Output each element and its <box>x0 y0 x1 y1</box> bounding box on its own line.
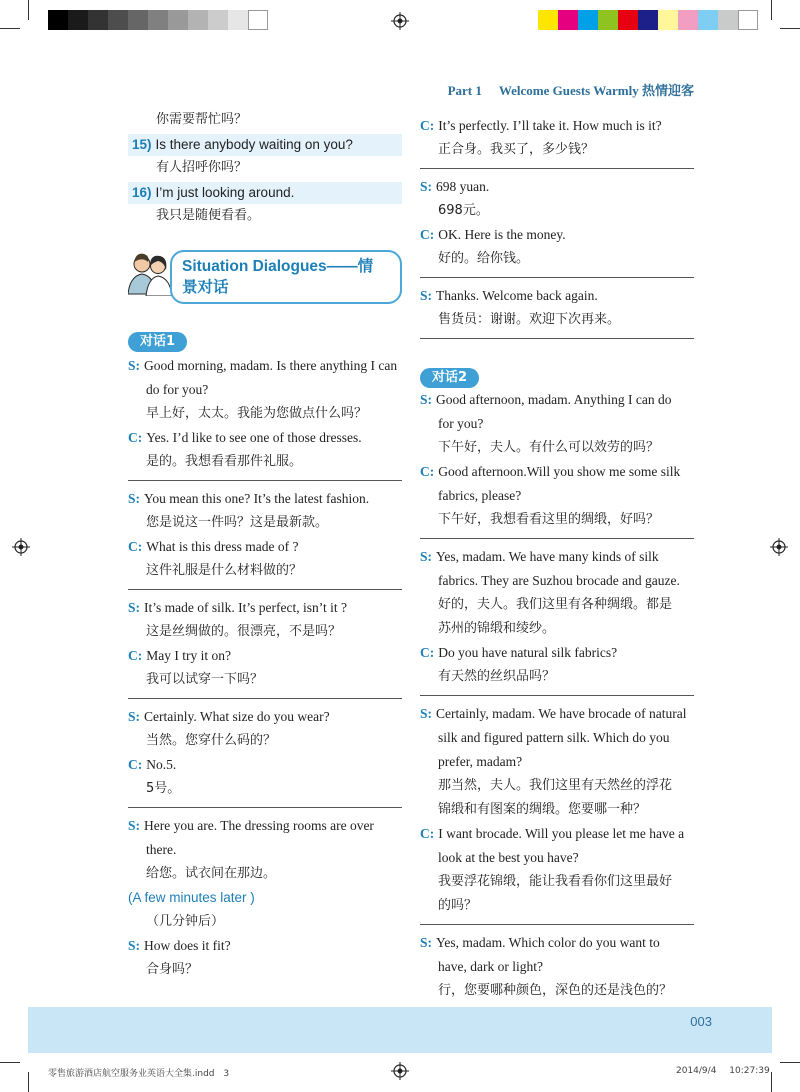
dialogue-en: 698 yuan. <box>436 179 490 194</box>
speaker-label: C: <box>420 826 435 841</box>
dialogue-en: fabrics, please? <box>438 488 522 503</box>
dialogue-en: prefer, madam? <box>438 754 523 769</box>
dialogue-zh: 下午好，夫人。有什么可以效劳的吗？ <box>438 440 660 455</box>
dialogue-zh: 我可以试穿一下吗？ <box>146 672 264 687</box>
dialogue-line <box>128 535 402 559</box>
dialogue-en: I want brocade. Will you please let me have a <box>438 826 685 841</box>
dialogue-en: Thanks. Welcome back again. <box>436 288 598 303</box>
registration-mark-icon <box>391 1062 409 1080</box>
dialogue-zh: 这是丝绸做的。很漂亮，不是吗？ <box>146 624 342 639</box>
speaker-label: S: <box>128 709 141 724</box>
phrase-en: I’m just looking around. <box>155 185 295 200</box>
dialogue-en: Good morning, madam. Is there anything I can <box>144 358 398 373</box>
dialogue-en: How does it fit? <box>144 938 231 953</box>
dialogue-en: It’s made of silk. It’s perfect, isn’t it ? <box>144 600 347 615</box>
dialogue-1-column <box>128 332 402 982</box>
dialogue-en: fabrics. They are Suzhou brocade and gauze. <box>438 573 680 588</box>
divider <box>420 277 694 278</box>
dialogue-line <box>420 931 694 955</box>
speaker-label: S: <box>128 818 141 833</box>
dialogue-zh: 那当然，夫人。我们这里有天然丝的浮花 <box>438 778 673 793</box>
dialogue-en: Do you have natural silk fabrics? <box>438 645 618 660</box>
crop-mark <box>780 28 800 29</box>
dialogue-en: Yes, madam. Which color do you want to <box>436 935 660 950</box>
dialogue-line <box>128 934 402 958</box>
dialogue-en: Certainly. What size do you wear? <box>144 709 330 724</box>
dialogue-line <box>420 822 694 846</box>
dialogue-zh: 当然。您穿什么码的？ <box>146 733 277 748</box>
dialogue-line <box>420 388 694 412</box>
divider <box>420 168 694 169</box>
dialogue-zh: 我要浮花锦缎，能让我看看你们这里最好 <box>438 874 673 889</box>
dialogue-line <box>420 114 694 138</box>
dialogue-line <box>128 753 402 777</box>
dialogue-line <box>420 284 694 308</box>
speaker-label: S: <box>128 358 141 373</box>
dialogue-line <box>128 596 402 620</box>
dialogue-en: OK. Here is the money. <box>438 227 566 242</box>
phrase-zh: 有人招呼你吗？ <box>156 160 248 175</box>
dialogue-2-column <box>420 368 694 1003</box>
dialogue-line <box>420 545 694 569</box>
speaker-label: C: <box>420 645 435 660</box>
dialogue-en: You mean this one? It’s the latest fashion. <box>144 491 370 506</box>
dialogue-zh: 698元。 <box>438 203 489 218</box>
left-column <box>128 108 402 228</box>
dialogue-en: Certainly, madam. We have brocade of natural <box>436 706 687 721</box>
registration-mark-icon <box>12 538 30 556</box>
dialogue-zh: 好的，夫人。我们这里有各种绸缎。都是 <box>438 597 673 612</box>
dialogue-zh: 下午好，我想看看这里的绸缎，好吗？ <box>438 512 660 527</box>
dialogue-zh: 行，您要哪种颜色，深色的还是浅色的？ <box>438 983 673 998</box>
divider <box>128 807 402 808</box>
crop-mark <box>0 28 20 29</box>
dialogue-zh: 这件礼服是什么材料做的？ <box>146 563 303 578</box>
divider <box>420 924 694 925</box>
dialogue-label: 对话2 <box>420 368 479 388</box>
speaker-label: S: <box>128 600 141 615</box>
crop-mark <box>0 1062 20 1063</box>
registration-mark-icon <box>391 12 409 30</box>
dialogue-en: have, dark or light? <box>438 959 543 974</box>
dialogue-zh: 苏州的锦缎和绫纱。 <box>438 621 556 636</box>
dialogue-line <box>128 354 402 378</box>
speaker-label: C: <box>128 757 143 772</box>
speaker-label: C: <box>420 227 435 242</box>
phrase-item <box>128 134 402 156</box>
dialogue-en: there. <box>146 842 177 857</box>
dialogue-en: Here you are. The dressing rooms are over <box>144 818 374 833</box>
speaker-label: S: <box>420 288 433 303</box>
dialogue-line <box>128 644 402 668</box>
dialogue-zh: 的吗？ <box>438 898 478 913</box>
speaker-label: C: <box>128 648 143 663</box>
stage-direction: (A few minutes later ) <box>128 890 255 905</box>
dialogue-zh: 正合身。我买了，多少钱？ <box>438 142 595 157</box>
slug-date: 2014/9/4 <box>676 1066 717 1076</box>
speaker-label: C: <box>420 464 435 479</box>
dialogue-zh: 合身吗？ <box>146 962 199 977</box>
divider <box>128 698 402 699</box>
section-title-box <box>170 250 402 304</box>
dialogue-line <box>128 487 402 511</box>
dialogue-line <box>128 814 402 838</box>
dialogue-en: May I try it on? <box>146 648 231 663</box>
speaker-label: C: <box>128 430 143 445</box>
dialogue-line <box>420 460 694 484</box>
crop-mark <box>780 1062 800 1063</box>
dialogue-line <box>420 641 694 665</box>
people-icon <box>128 250 172 296</box>
dialogue-zh: 是的。我想看看那件礼服。 <box>146 454 303 469</box>
dialogue-line <box>420 223 694 247</box>
phrase-en: Is there anybody waiting on you? <box>155 137 353 152</box>
divider <box>128 589 402 590</box>
dialogue-en: Yes, madam. We have many kinds of silk <box>436 549 659 564</box>
chapter-title-en: Welcome Guests Warmly <box>498 83 639 98</box>
dialogue-label: 对话1 <box>128 332 187 352</box>
print-slug-date <box>676 1066 770 1076</box>
running-head <box>448 80 694 99</box>
crop-mark <box>28 0 29 20</box>
divider <box>128 480 402 481</box>
phrase-number: 16) <box>132 185 152 200</box>
right-column <box>420 114 694 345</box>
speaker-label: S: <box>420 392 433 407</box>
dialogue-zh: 您是说这一件吗？这是最新款。 <box>146 515 329 530</box>
dialogue-en: look at the best you have? <box>438 850 579 865</box>
dialogue-en: for you? <box>438 416 484 431</box>
phrase-zh: 你需要帮忙吗？ <box>156 112 248 127</box>
dialogue-line <box>128 426 402 450</box>
speaker-label: S: <box>420 549 433 564</box>
crop-mark <box>28 1072 29 1092</box>
slug-time: 10:27:39 <box>729 1066 770 1076</box>
phrase-item <box>128 182 402 204</box>
speaker-label: S: <box>420 179 433 194</box>
slug-page: 3 <box>223 1069 230 1079</box>
speaker-label: C: <box>420 118 435 133</box>
speaker-label: S: <box>128 938 141 953</box>
speaker-label: C: <box>128 539 143 554</box>
dialogue-zh: 给您。试衣间在那边。 <box>146 866 277 881</box>
section-title <box>182 256 394 298</box>
speaker-label: S: <box>420 935 433 950</box>
phrase-zh: 我只是随便看看。 <box>156 208 261 223</box>
slug-file: 零售旅游酒店航空服务业英语大全集.indd <box>48 1069 215 1079</box>
part-label: Part 1 <box>447 83 482 98</box>
dialogue-zh: 售货员：谢谢。欢迎下次再来。 <box>438 312 621 327</box>
dialogue-en: do for you? <box>146 382 209 397</box>
dialogue-line <box>420 702 694 726</box>
dialogue-en: Good afternoon.Will you show me some silk <box>438 464 681 479</box>
divider <box>420 338 694 339</box>
speaker-label: S: <box>128 491 141 506</box>
dialogue-en: No.5. <box>146 757 177 772</box>
stage-direction-zh: （几分钟后） <box>146 914 225 929</box>
registration-mark-icon <box>770 538 788 556</box>
grayscale-calibration-bar <box>48 10 268 30</box>
footer-band <box>28 1007 772 1053</box>
color-calibration-bar <box>538 10 758 30</box>
dialogue-zh: 5号。 <box>146 781 181 796</box>
section-title-line: Situation Dialogues——情 <box>182 258 374 275</box>
dialogue-zh: 锦缎和有图案的绸缎。您要哪一种？ <box>438 802 647 817</box>
dialogue-en: Yes. I’d like to see one of those dresses. <box>146 430 362 445</box>
speaker-label: S: <box>420 706 433 721</box>
crop-mark <box>771 0 772 20</box>
dialogue-zh: 早上好，太太。我能为您做点什么吗？ <box>146 406 368 421</box>
phrase-number: 15) <box>132 137 152 152</box>
dialogue-en: It’s perfectly. I’ll take it. How much is it? <box>438 118 662 133</box>
chapter-title-zh: 热情迎客 <box>641 84 694 99</box>
dialogue-en: What is this dress made of ? <box>146 539 299 554</box>
page-number: 003 <box>690 1014 712 1029</box>
dialogue-zh: 好的。给你钱。 <box>438 251 530 266</box>
divider <box>420 695 694 696</box>
dialogue-zh: 有天然的丝织品吗？ <box>438 669 556 684</box>
dialogue-en: silk and figured pattern silk. Which do you <box>438 730 670 745</box>
print-slug-file <box>48 1066 229 1079</box>
crop-mark <box>771 1072 772 1092</box>
section-title-line: 景对话 <box>182 279 229 296</box>
dialogue-en: Good afternoon, madam. Anything I can do <box>436 392 672 407</box>
divider <box>420 538 694 539</box>
dialogue-line <box>420 175 694 199</box>
dialogue-line <box>128 705 402 729</box>
